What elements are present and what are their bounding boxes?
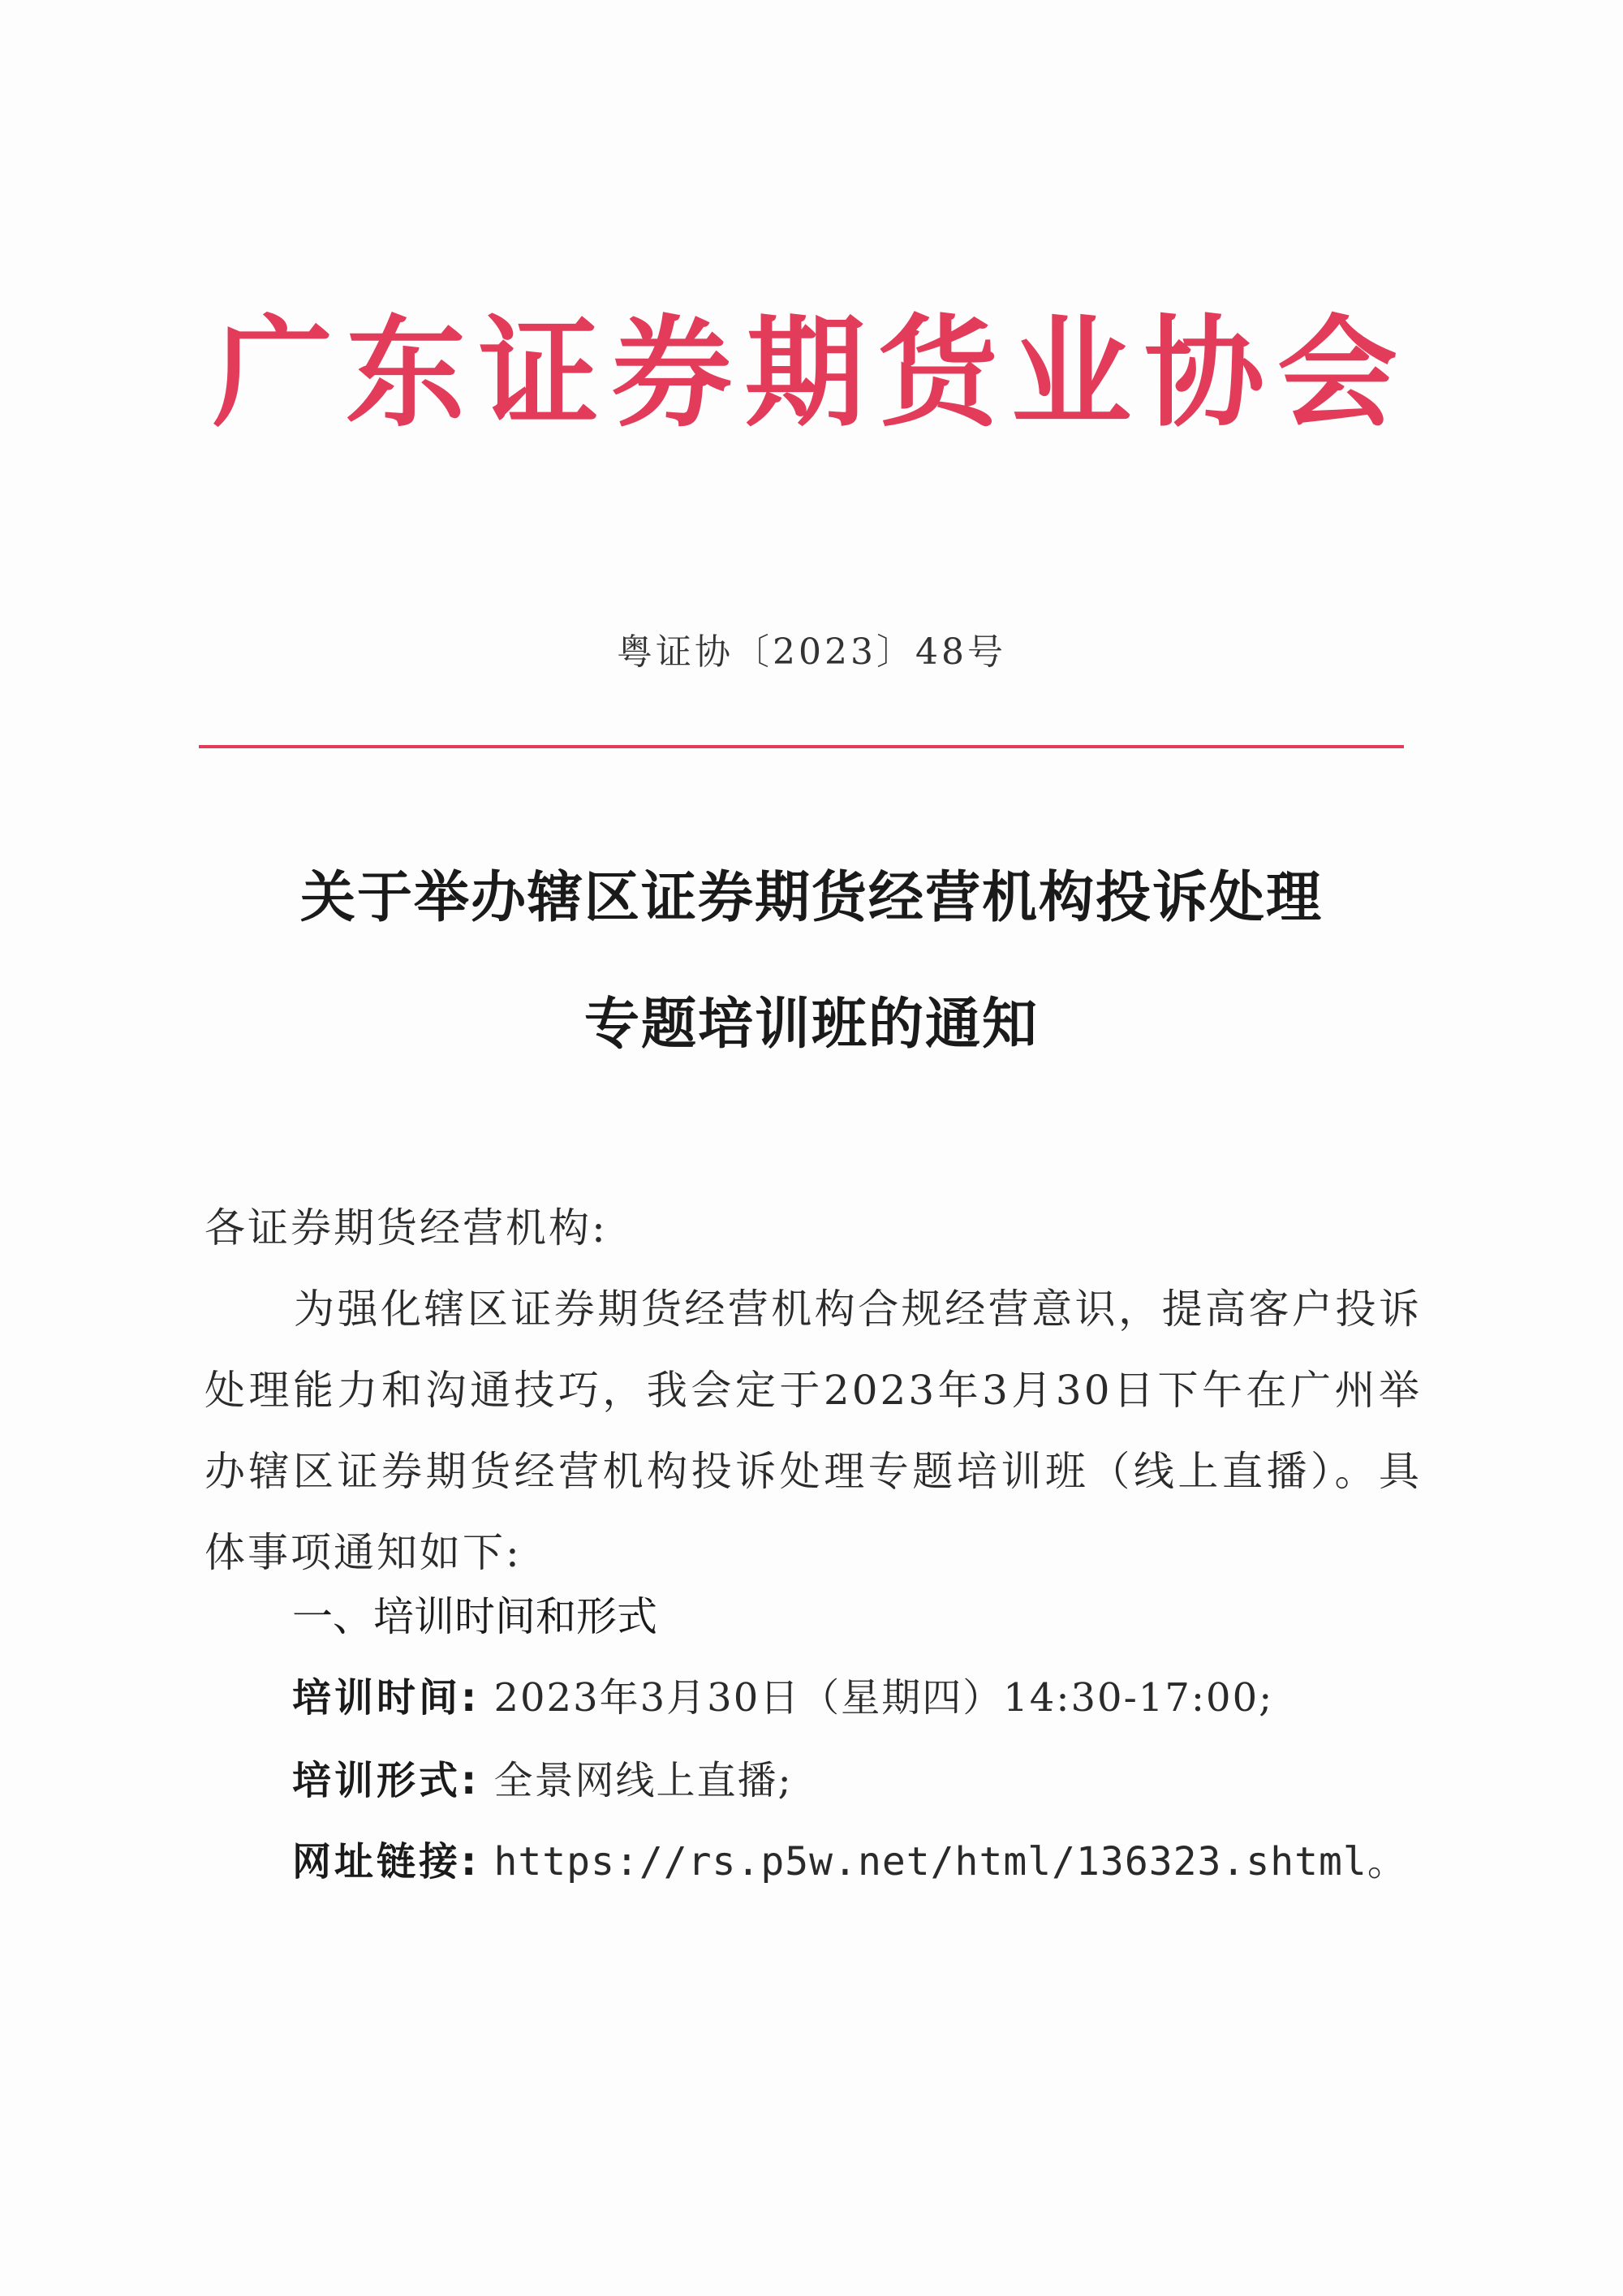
- organization-letterhead: 广东证券期货业协会: [213, 302, 1410, 443]
- training-time-item: [292, 1675, 1274, 1721]
- training-time-label: 培训时间:: [292, 1675, 480, 1721]
- red-divider-line: [199, 745, 1404, 748]
- training-time-value: 2023年3月30日（星期四）14:30-17:00;: [493, 1675, 1274, 1721]
- salutation: 各证券期货经营机构:: [204, 1204, 608, 1251]
- website-link-item: [292, 1839, 1407, 1885]
- section-heading-training-time-and-format: 一、培训时间和形式: [292, 1593, 657, 1640]
- website-link-label: 网址链接:: [292, 1839, 480, 1885]
- website-link-url[interactable]: https://rs.p5w.net/html/136323.shtml。: [493, 1839, 1407, 1885]
- training-format-item: [292, 1758, 793, 1803]
- document-number: 粤证协〔2023〕48号: [617, 631, 1006, 673]
- intro-paragraph: 为强化辖区证券期货经营机构合规经营意识，提高客户投诉处理能力和沟通技巧，我会定于2023年3月30日下午在广州举办辖区证券期货经营机构投诉处理专题培训班（线上直播）。具体事项通知如下:: [204, 1286, 1422, 1576]
- training-format-value: 全景网线上直播;: [493, 1758, 793, 1803]
- document-title-line-2: 专题培训班的通知: [583, 992, 1039, 1057]
- training-format-label: 培训形式:: [292, 1758, 480, 1803]
- document-title-line-1: 关于举办辖区证券期货经营机构投诉处理: [299, 865, 1323, 930]
